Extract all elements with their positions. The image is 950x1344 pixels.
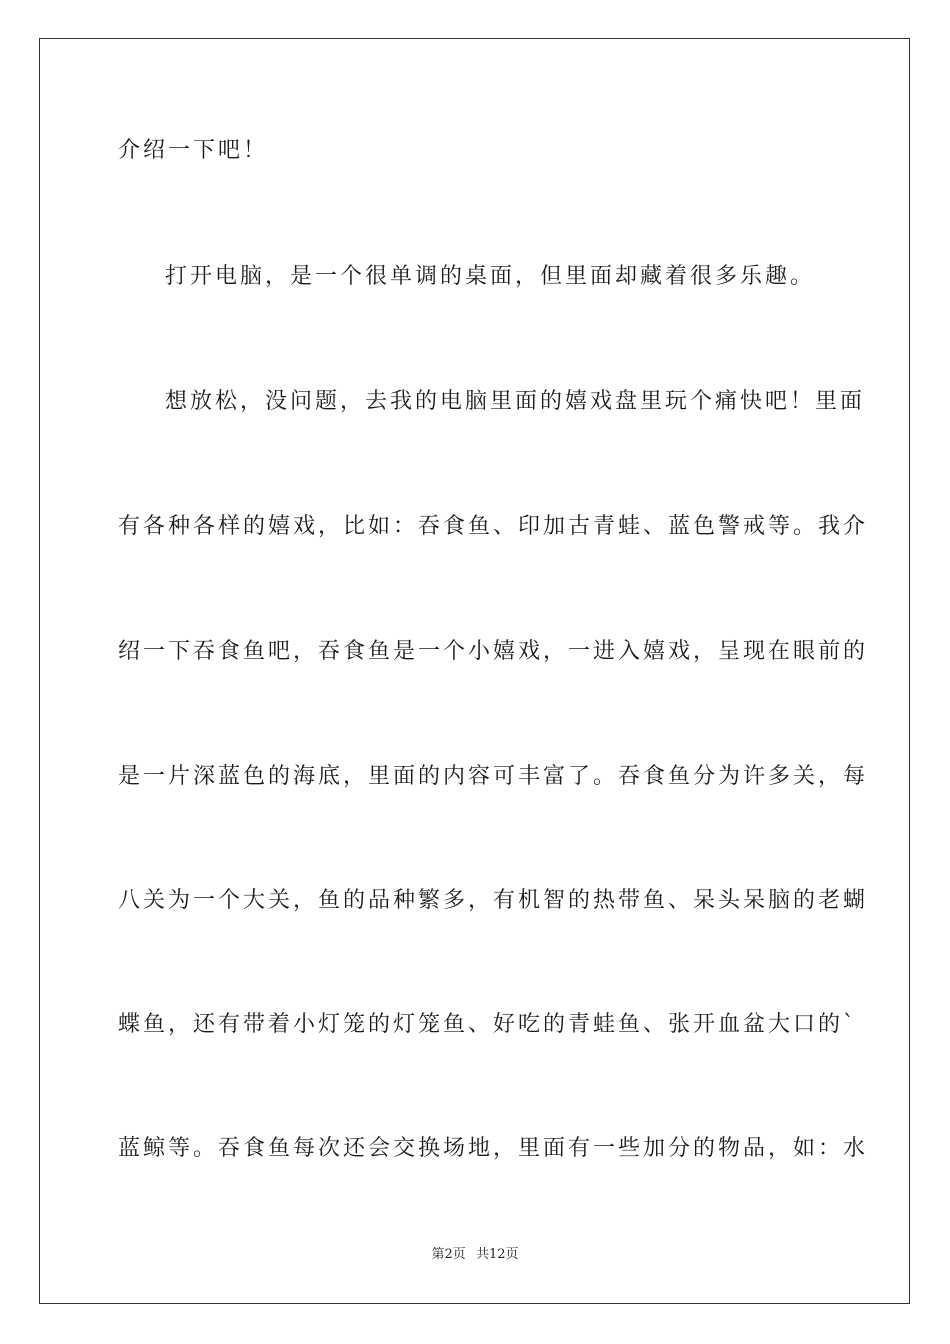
page-total: 共12页 xyxy=(475,1247,519,1262)
page-border xyxy=(39,38,910,1304)
page-number: 第2页 xyxy=(431,1247,466,1262)
text-line: 蝶鱼，还有带着小灯笼的灯笼鱼、好吃的青蛙鱼、张开血盆大口的` xyxy=(118,1012,858,1037)
text-line: 八关为一个大关，鱼的品种繁多，有机智的热带鱼、呆头呆脑的老蝴 xyxy=(118,888,869,913)
text-line: 蓝鲸等。吞食鱼每次还会交换场地，里面有一些加分的物品，如：水 xyxy=(118,1136,869,1161)
paragraph-line: 想放松，没问题，去我的电脑里面的嬉戏盘里玩个痛快吧！里面 xyxy=(165,389,866,414)
text-line: 有各种各样的嬉戏，比如：吞食鱼、印加古青蛙、蓝色警戒等。我介 xyxy=(118,514,869,539)
text-line: 绍一下吞食鱼吧，吞食鱼是一个小嬉戏，一进入嬉戏，呈现在眼前的 xyxy=(118,639,869,664)
text-line: 介绍一下吧！ xyxy=(118,138,269,163)
page-footer xyxy=(0,1247,950,1263)
paragraph-line: 打开电脑，是一个很单调的桌面，但里面却藏着很多乐趣。 xyxy=(165,264,816,289)
text-line: 是一片深蓝色的海底，里面的内容可丰富了。吞食鱼分为许多关，每 xyxy=(118,764,869,789)
